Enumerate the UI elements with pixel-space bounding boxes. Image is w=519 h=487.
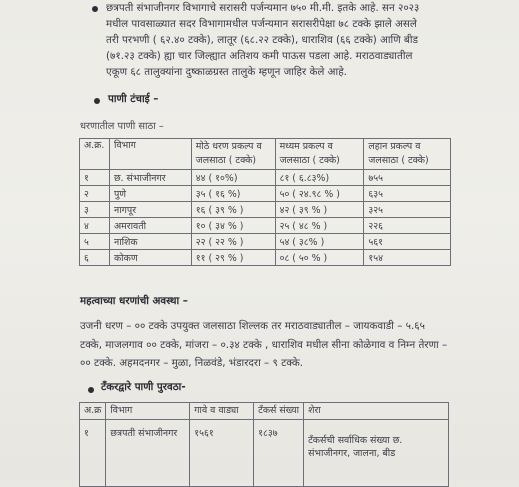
table-cell: नाशिक [109, 234, 191, 250]
table-cell: ४४ ( १०%) [191, 170, 275, 186]
table-cell: छत्रपती संभाजीनगर [106, 420, 190, 487]
table-cell: ४ [80, 218, 110, 234]
table-cell: १ [80, 170, 110, 186]
bullet-icon [92, 6, 98, 12]
column-header: विभाग [109, 139, 191, 170]
table-row [80, 420, 449, 487]
intro-line: छत्रपती संभाजीनगर विभागाचे सरासरी पर्जन्यमान ७५० मी.मी. इतके आहे. सन २०२३ [106, 2, 420, 14]
intro-line: तरी परभणी ( ६२.४० टक्के), लातूर (६८.२२ टक्के), धाराशिव (६६ टक्के) आणि बीड [106, 34, 418, 46]
table-row [80, 202, 451, 218]
table-cell: ३२५ [364, 202, 451, 218]
column-header: अ.क्र. [80, 139, 110, 170]
table-cell: ११ ( २९ % ) [191, 250, 275, 266]
column-header: विभाग [106, 403, 190, 420]
table-row [80, 234, 451, 250]
column-header: मोठे धरण प्रकल्प व जलसाठा ( टक्के) [191, 139, 275, 170]
table-cell: २२६ [364, 218, 451, 234]
table-cell: ३५ ( १६ %) [191, 186, 275, 202]
dams-line: उजनी धरण – ०० टक्के उपयुक्त जलसाठा शिल्लक तर मराठवाड्यातील – जायकवाडी – ५.६५ [80, 320, 425, 332]
table-cell: १८३७ [254, 420, 304, 487]
column-header: गावे व वाड्या [190, 403, 254, 420]
column-header: मध्यम प्रकल्प व जलसाठा ( टक्के) [275, 139, 364, 170]
table-cell: २ [80, 186, 110, 202]
tanker-supply-table [79, 402, 449, 487]
table-cell: अमरावती [109, 218, 191, 234]
section-heading-tanker-supply: टँकरद्वारे पाणी पुरवठा- [101, 381, 186, 393]
intro-line: मधील पावसाळ्यात सदर विभागामधील पर्जन्यमान सरासरीपेक्षा ७८ टक्के झाले असले [106, 18, 417, 30]
column-header: अ.क्र [80, 403, 106, 420]
table-cell: १ [80, 420, 106, 487]
table-cell: ७५५ [364, 170, 451, 186]
table-cell: ५० ( २४.९८ % ) [275, 186, 364, 202]
table-cell: ४२ ( ३९ % ) [275, 202, 364, 218]
column-header: शेरा [304, 403, 449, 420]
table-row [80, 218, 451, 234]
table-cell: ५६१ [364, 234, 451, 250]
section-heading-major-dams: महत्वाच्या धरणांची अवस्था – [80, 295, 188, 307]
dam-storage-table [79, 138, 451, 266]
table-cell: ६ [80, 250, 110, 266]
table-cell: १५४ [364, 250, 451, 266]
table-cell: १५६१ [190, 420, 254, 487]
intro-line: (७१.२३ टक्के) ह्या चार जिल्ह्यात अतिशय कमी पाऊस पडला आहे. मराठवाड्यातील [106, 50, 413, 62]
table-row [80, 170, 451, 186]
table-cell: पुणे [109, 186, 191, 202]
table-header-row [80, 403, 449, 420]
table-row [80, 186, 451, 202]
table-cell: ६३५ [364, 186, 451, 202]
section-heading-water-scarcity: पाणी टंचाई – [108, 93, 159, 105]
section-subheading-dam-storage: धरणातील पाणी साठा – [80, 121, 164, 132]
bullet-icon [94, 98, 100, 104]
dams-line: ०० टक्के. अहमदनगर – मुळा, निळवंडे, भंडारदरा – ९ टक्के. [80, 357, 304, 369]
table-cell: नागपूर [109, 202, 191, 218]
table-cell: ५ [80, 234, 110, 250]
table-cell: २५ ( ४८ % ) [275, 218, 364, 234]
table-header-row [80, 139, 451, 170]
column-header: लहान प्रकल्प व जलसाठा ( टक्के) [364, 139, 451, 170]
table-cell: ८१ ( ६.८३%) [275, 170, 364, 186]
table-cell: छ. संभाजीनगर [109, 170, 191, 186]
table-cell: १० ( ३४ % ) [191, 218, 275, 234]
table-cell: ०८ ( ५० % ) [275, 250, 364, 266]
table-cell: २२ ( २२ % ) [191, 234, 275, 250]
intro-line: एकूण ६८ तालुक्यांना दुष्काळग्रस्त तालुके म्हणून जाहिर केले आहे. [106, 66, 347, 78]
table-cell: कोकण [109, 250, 191, 266]
table-cell: ५४ ( ३८% ) [275, 234, 364, 250]
table-row [80, 250, 451, 266]
column-header: टँकर्स संख्या [254, 403, 304, 420]
bullet-icon [88, 387, 94, 393]
table-cell: टँकर्सची सर्वाधिक संख्या छ. संभाजीनगर, जालना, बीड [304, 420, 449, 487]
dams-line: टक्के, माजलगाव ०० टक्के, मांजरा – ०.३४ टक्के , धाराशिव मधील सीना कोळेगाव व निम्न तेरणा – [80, 339, 448, 351]
table-cell: ३ [80, 202, 110, 218]
table-cell: १६ ( ३९ % ) [191, 202, 275, 218]
